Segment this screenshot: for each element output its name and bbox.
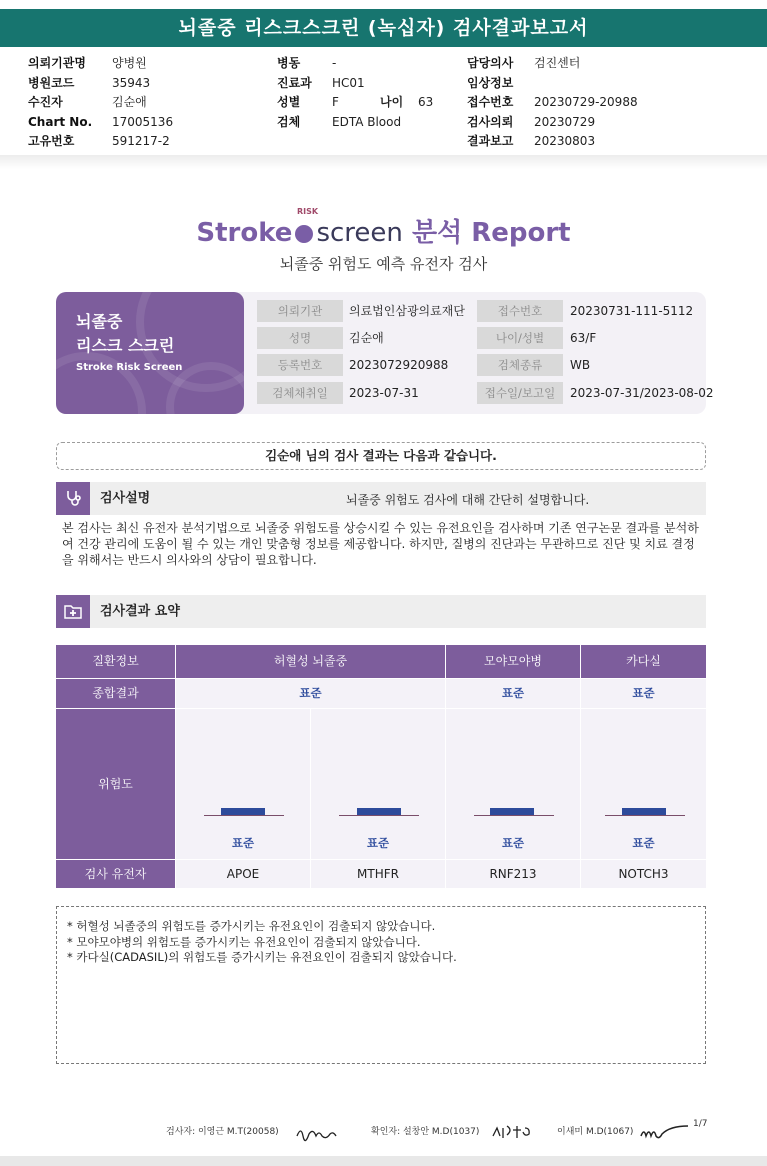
risk-label-rnf213: 표준 [501,836,525,850]
section-test-description-side: 뇌졸중 위험도 검사에 대해 간단히 설명합니다. [346,493,590,507]
card-value-name: 김순애 [349,331,384,345]
card-value-institution: 의료법인삼광의료재단 [349,304,465,318]
section-result-summary [56,595,706,628]
risk-baseline [605,815,685,816]
card-title-1: 뇌졸중 [76,312,123,331]
age-value: 63 [418,95,434,109]
row-label-gene: 검사 유전자 [56,860,175,888]
risk-cell-apoe [176,709,310,859]
header-column-1 [28,54,252,152]
card-value-receipt: 20230731-111-5112 [570,304,694,318]
receipt-no-label: 접수번호 [467,95,514,109]
row-label-risk: 위험도 [56,709,175,859]
card-value-reg-no: 2023072920988 [349,358,449,372]
logo-ball-icon [295,225,313,243]
card-value-age-sex: 63/F [570,331,597,345]
card-title-en: Stroke Risk Screen [76,362,183,373]
risk-label-notch3: 표준 [632,836,655,850]
card-label-receipt: 접수번호 [477,300,563,322]
risk-cell-notch3 [581,709,706,859]
card-label-age-sex: 나이/성별 [477,327,563,349]
gene-apoe: APOE [176,860,310,888]
logo-stroke: Stroke [196,218,293,248]
ward-value: - [332,56,337,70]
report-date-label: 결과보고 [467,134,514,148]
risk-bar-notch3 [622,808,666,815]
hospital-value: 양병원 [112,56,147,70]
card-label-specimen-type: 검체종류 [477,354,563,376]
confirmer-signature [491,1122,536,1142]
confirmer-info: 확인자: 설창안 M.D(1037) [371,1127,480,1137]
hospital-label: 의뢰기관명 [28,56,86,70]
card-label-receipt-report-date: 접수일/보고일 [477,382,563,404]
third-signature [638,1120,690,1142]
card-value-specimen-type: WB [570,358,591,372]
risk-baseline [204,815,284,816]
risk-bar-mthfr [357,808,401,815]
patient-label: 수진자 [28,95,63,109]
gene-notch3: NOTCH3 [581,860,706,888]
risk-label-apoe: 표준 [231,836,255,850]
logo-risk: RISK [297,207,319,216]
card-label-collection-date: 검체채취일 [257,382,343,404]
report-subtitle: 뇌졸중 위험도 예측 유전자 검사 [279,255,488,273]
section-test-description-title: 검사설명 [100,491,151,506]
risk-baseline [339,815,419,816]
test-description-body: 본 검사는 최신 유전자 분석기법으로 뇌졸중 위험도를 상승시킬 수 있는 유전요인을 검사하며 기존 연구논문 결과를 분석하여 건강 관리에 도움이 될 수 있는 개인 맞춤형 정보를 제공합니다. 하지만, 질병의 진단과는 무관하므로 진단 및 치료 결정을 위해서는 반드시 의사와의 상담이 필요합니다. [62,521,699,567]
disease-cadasil: 카다실 [581,645,706,678]
overall-cadasil: 표준 [581,679,706,708]
logo-screen: screen [316,218,403,248]
header-divider [0,155,767,169]
section-test-description [56,482,706,515]
report-title: 뇌졸중 리스크스크린 (녹십자) 검사결과보고서 [0,9,767,47]
note-moyamoya: * 모야모야병의 위험도를 증가시키는 유전요인이 검출되지 않았습니다. [67,934,421,949]
department-label: 진료과 [277,75,312,90]
logo-suffix: 분석 Report [411,218,571,248]
disease-moyamoya: 모야모야병 [446,645,580,678]
hospital-code-value: 35943 [112,75,151,90]
third-signer-info: 이새미 M.D(1067) [557,1127,634,1137]
row-label-disease: 질환정보 [56,645,175,678]
request-date-label: 검사의뢰 [467,114,514,129]
patient-value: 김순애 [112,95,147,109]
unique-no-label: 고유번호 [28,134,75,148]
sex-value: F [332,95,339,109]
card-value-collection-date: 2023-07-31 [349,386,419,400]
disease-ischemic-stroke: 허혈성 뇌졸중 [176,645,445,678]
header-column-3 [467,54,638,152]
stroke-screen-logo [0,207,767,249]
card-label-name: 성명 [257,327,343,349]
receipt-no-value: 20230729-20988 [534,95,638,109]
overall-moyamoya: 표준 [446,679,580,708]
chart-no-value: 17005136 [112,114,174,129]
header-column-2 [277,54,466,132]
gene-rnf213: RNF213 [446,860,580,888]
request-date-value: 20230729 [534,114,596,129]
tester-info: 검사자: 이영근 M.T(20058) [166,1127,279,1137]
card-value-receipt-report-date: 2023-07-31/2023-08-02 [570,386,714,400]
result-banner: 김순애 님의 검사 결과는 다음과 같습니다. [56,442,706,470]
risk-label-mthfr: 표준 [366,836,390,850]
risk-cell-rnf213 [446,709,580,859]
risk-bar-apoe [221,808,265,815]
stethoscope-icon [56,482,90,515]
specimen-label: 검체 [277,114,301,129]
risk-bar-rnf213 [490,808,534,815]
card-title-2: 리스크 스크린 [76,336,175,355]
overall-ischemic-stroke: 표준 [176,679,445,708]
result-summary-table [56,645,706,888]
card-label-institution: 의뢰기관 [257,300,343,322]
sex-label: 성별 [277,95,301,109]
patient-card-brand [56,292,244,414]
section-result-summary-title: 검사결과 요약 [100,604,180,619]
card-label-reg-no: 등록번호 [257,354,343,376]
medical-folder-icon [56,595,90,628]
department-value: HC01 [332,75,365,90]
doctor-label: 담당의사 [467,56,514,70]
note-ischemic-stroke: * 허혈성 뇌졸중의 위험도를 증가시키는 유전요인이 검출되지 않았습니다. [67,919,436,933]
chart-no-label: Chart No. [28,114,93,129]
tester-signature [295,1124,340,1142]
unique-no-value: 591217-2 [112,134,170,148]
gene-mthfr: MTHFR [311,860,445,888]
report-date-value: 20230803 [534,134,596,148]
result-notes [56,906,706,1064]
clinical-info-label: 임상정보 [467,75,514,90]
bottom-band [0,1156,767,1166]
row-label-overall: 종합결과 [56,679,175,708]
note-cadasil: * 카다실(CADASIL)의 위험도를 증가시키는 유전요인이 검출되지 않았습니다. [67,950,457,964]
risk-cell-mthfr [311,709,445,859]
age-label: 나이 [380,95,404,109]
risk-baseline [474,815,554,816]
doctor-value: 검진센터 [534,56,581,70]
hospital-code-label: 병원코드 [28,75,75,90]
ward-label: 병동 [277,56,301,70]
specimen-value: EDTA Blood [332,114,402,129]
page-number: 1/7 [693,1119,708,1129]
